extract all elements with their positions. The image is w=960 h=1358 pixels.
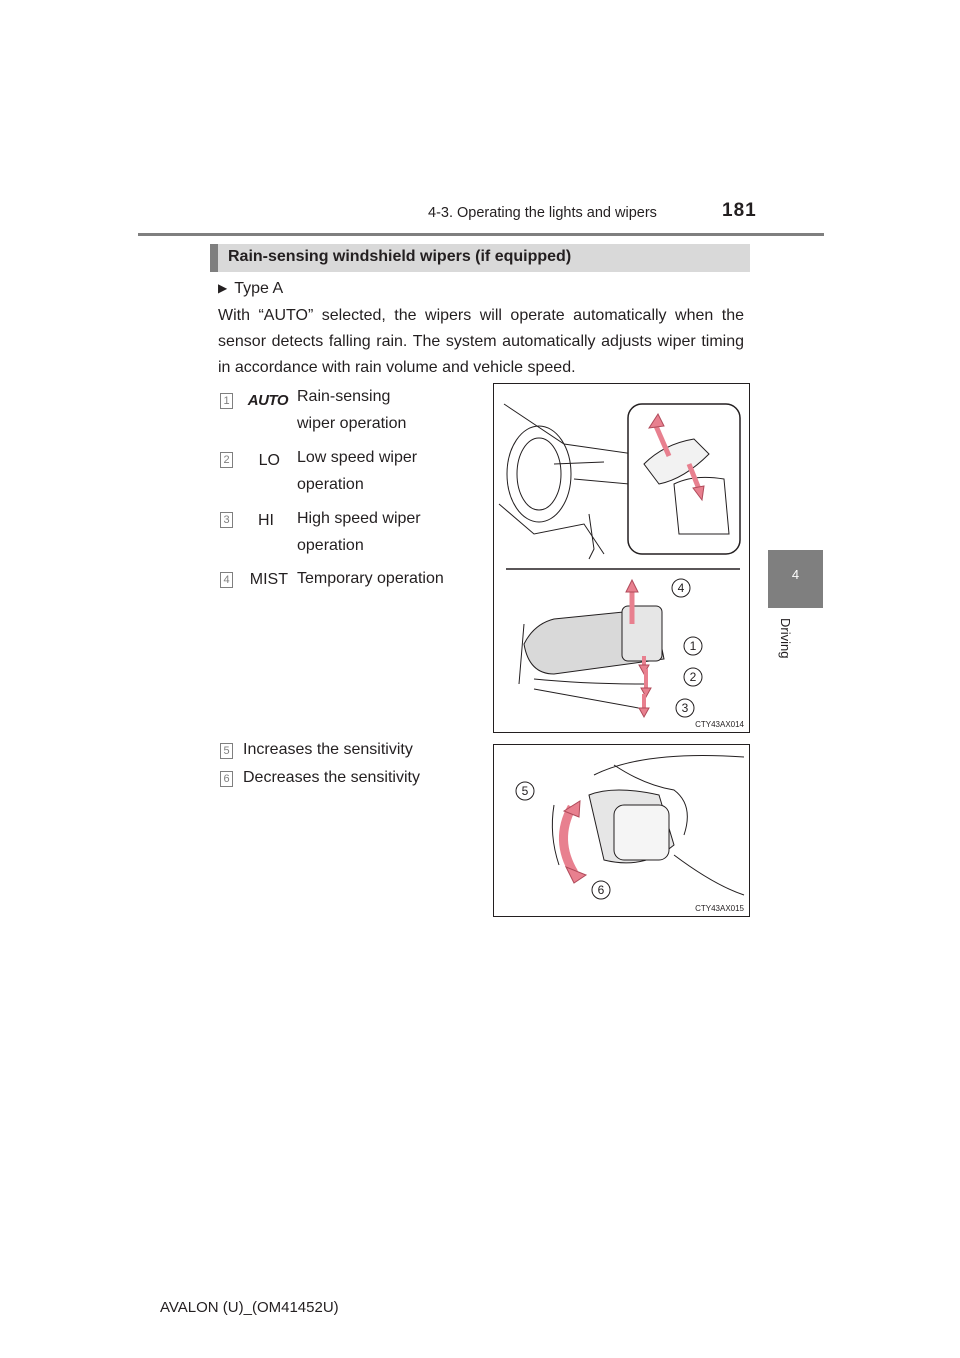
hi-symbol: HI — [258, 512, 274, 529]
decrease-sensitivity-text: Decreases the sensitivity — [243, 769, 420, 786]
item-number-2: 2 — [220, 452, 233, 468]
auto-symbol: AUTO — [247, 392, 288, 409]
item-number-1: 1 — [220, 393, 233, 409]
running-header: 4-3. Operating the lights and wipers — [428, 205, 657, 221]
chapter-label: Driving — [778, 618, 793, 659]
chapter-number: 4 — [791, 567, 800, 582]
figure-code: CTY43AX015 — [695, 904, 744, 913]
rotate-arrow-icon — [563, 807, 574, 873]
sensitivity-dial-figure — [493, 744, 750, 917]
section-title-bar — [210, 244, 750, 272]
item-number-3: 3 — [220, 512, 233, 528]
item-number-5: 5 — [220, 743, 233, 759]
sensitivity-dial-illustration — [494, 745, 749, 916]
callout-3: 3 — [681, 701, 689, 715]
item-description-line: operation — [297, 537, 364, 554]
item-description-line: wiper operation — [297, 415, 407, 432]
triangle-bullet-icon: ▶ — [218, 281, 228, 295]
callout-5: 5 — [521, 784, 529, 798]
item-description-line: Rain-sensing — [297, 388, 391, 405]
item-description-line: Low speed wiper — [297, 449, 418, 466]
wiper-lever-illustration — [494, 384, 749, 732]
item-description-3 — [297, 505, 477, 559]
item-number-6: 6 — [220, 771, 233, 787]
intro-paragraph: With “AUTO” selected, the wipers will operate automatically when the sensor detects falling rain. The system automatically adjusts wiper timing in accordance with rain volume and vehicle speed. — [218, 307, 744, 376]
lo-symbol: LO — [258, 452, 280, 469]
type-label — [218, 280, 283, 298]
item-description-4: Temporary operation — [297, 570, 444, 587]
item-description-1 — [297, 383, 477, 437]
section-title: Rain-sensing windshield wipers (if equipped) — [228, 248, 572, 265]
page-number: 181 — [722, 200, 757, 221]
callout-1: 1 — [689, 639, 697, 653]
type-label-text: Type A — [234, 280, 284, 297]
item-number-4: 4 — [220, 572, 233, 588]
footer-model: AVALON (U)_(OM41452U) — [160, 1299, 339, 1316]
item-description-2 — [297, 444, 477, 498]
mist-symbol: MIST — [249, 571, 288, 588]
callout-6: 6 — [597, 883, 605, 897]
figure-code: CTY43AX014 — [695, 720, 744, 729]
callout-4: 4 — [677, 581, 685, 595]
chapter-tab — [768, 550, 823, 608]
item-description-line: operation — [297, 476, 364, 493]
wiper-lever-figure — [493, 383, 750, 733]
header-rule — [138, 233, 824, 236]
callout-2: 2 — [689, 670, 697, 684]
increase-sensitivity-text: Increases the sensitivity — [243, 741, 413, 758]
item-description-line: High speed wiper — [297, 510, 421, 527]
